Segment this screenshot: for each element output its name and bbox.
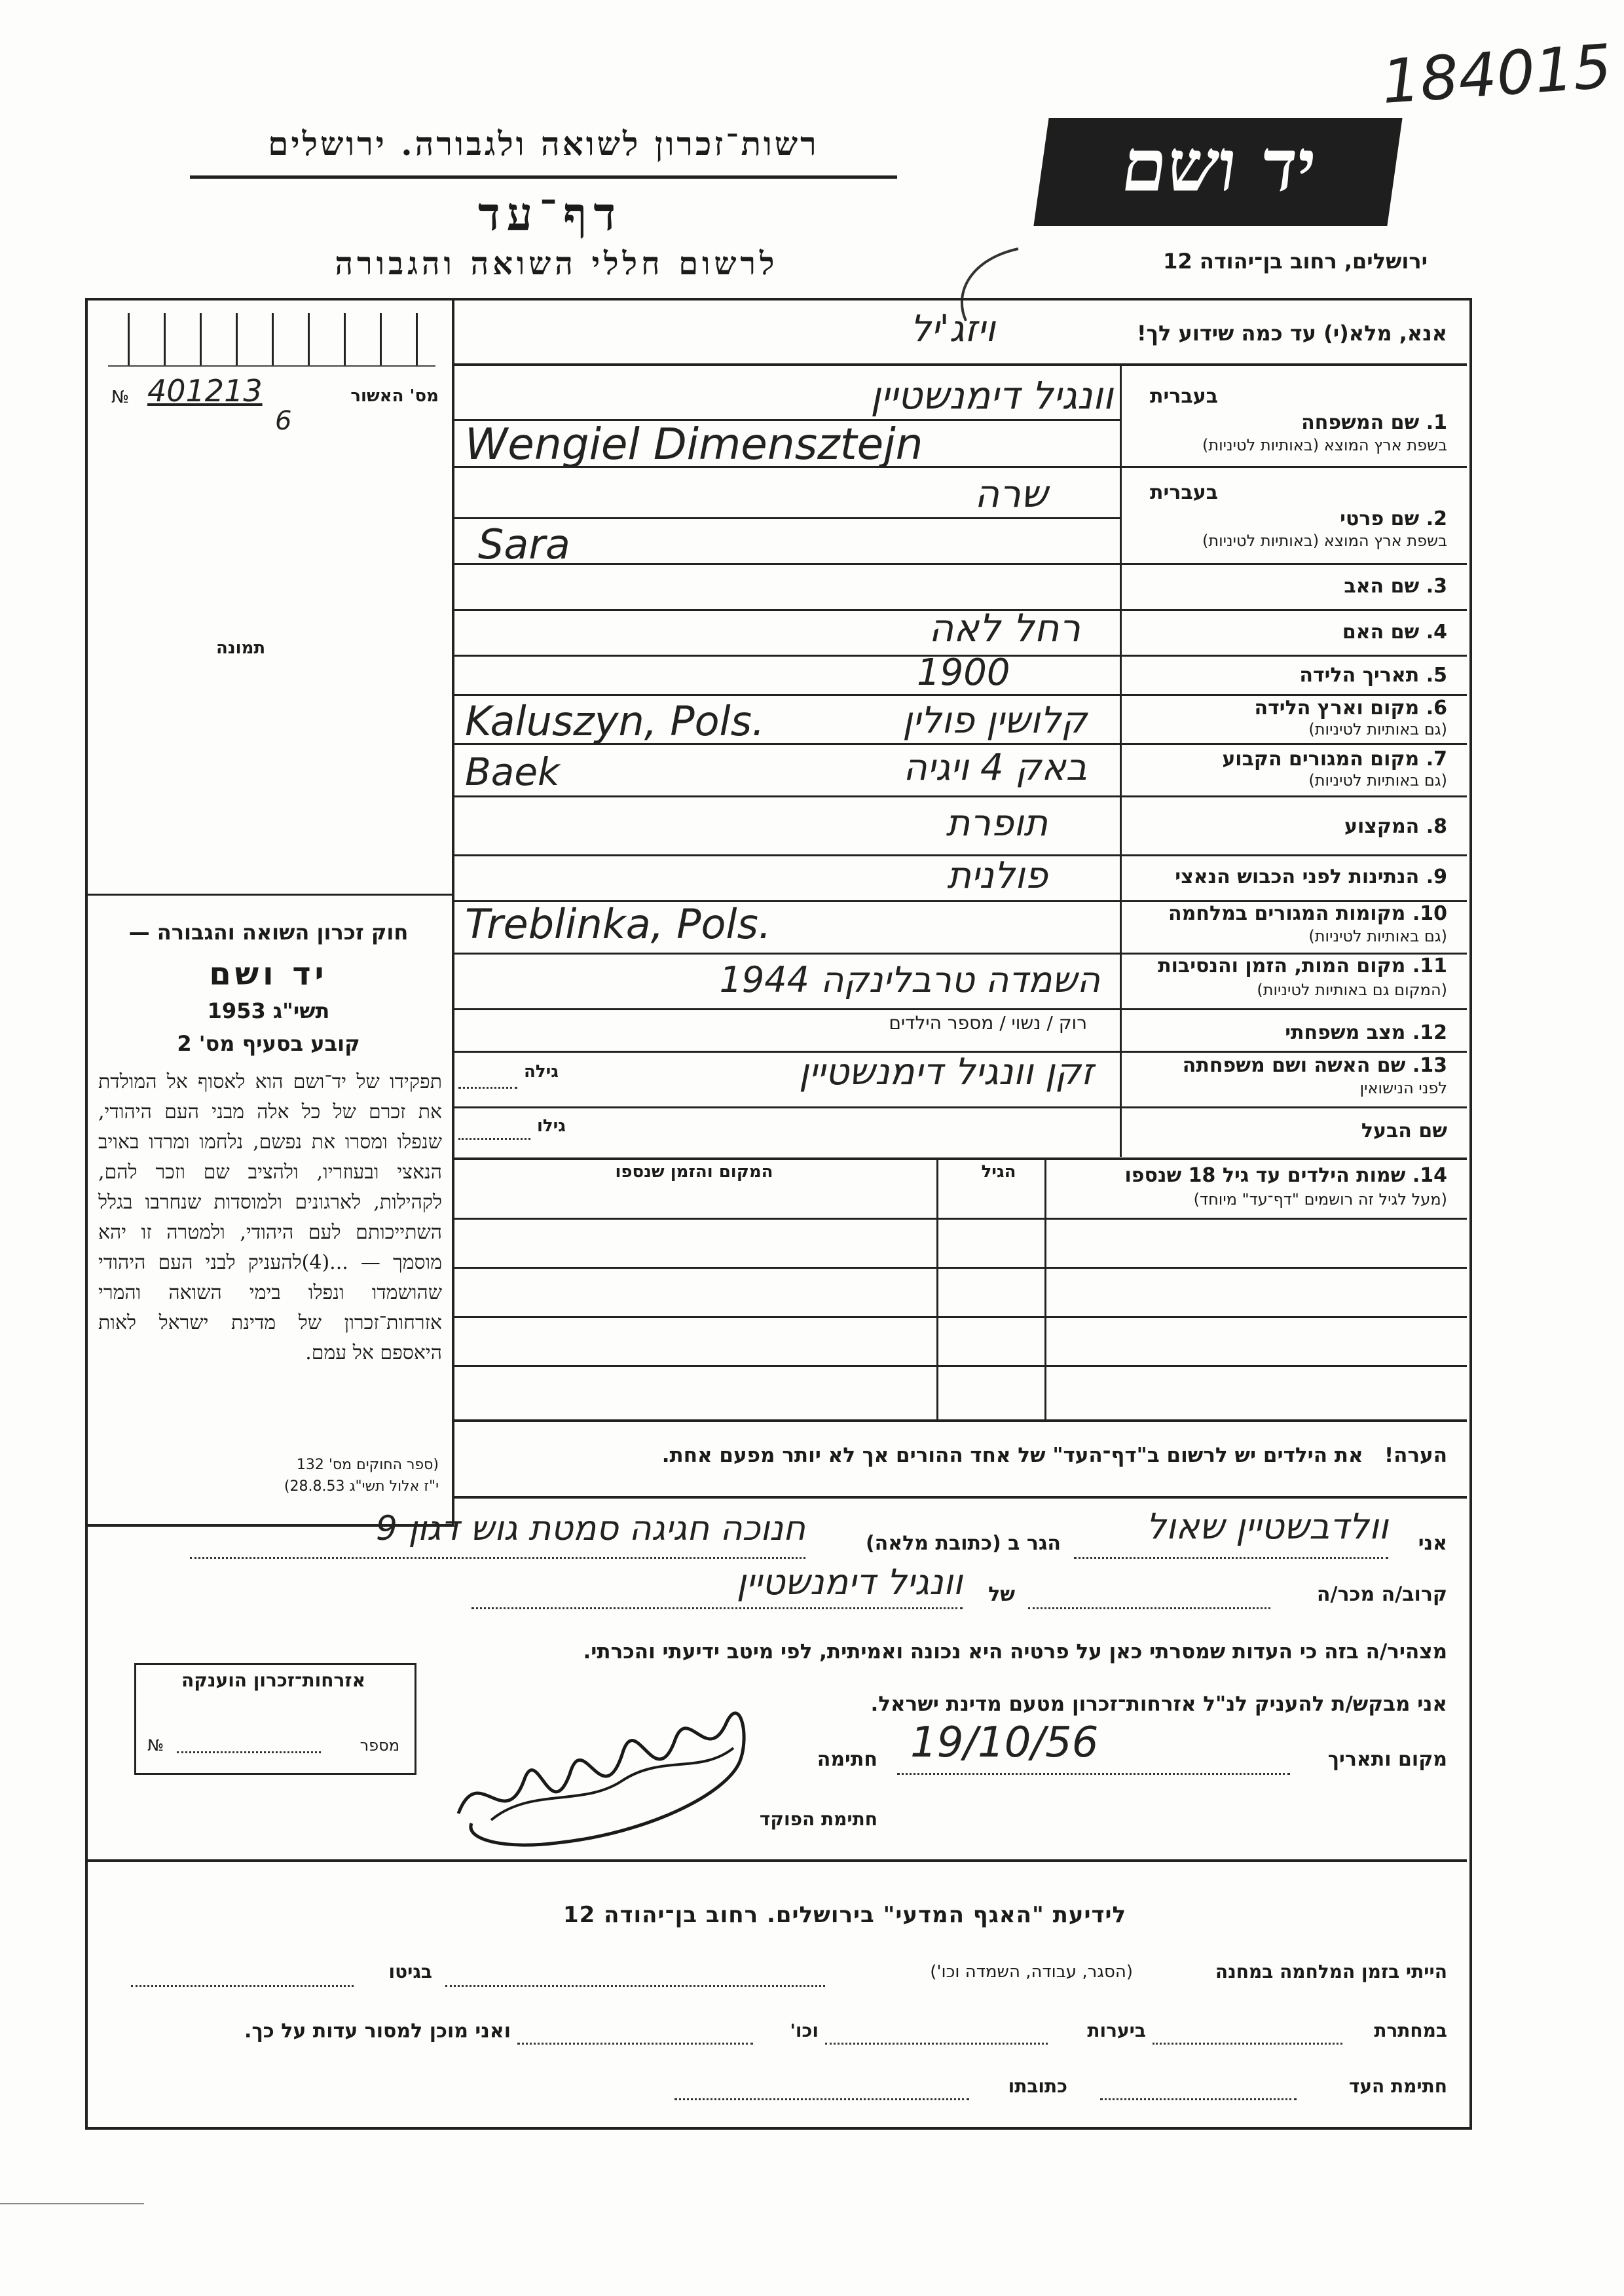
footer-line3-b: כתובתו [1008,2075,1067,2097]
place-date-label: מקום ותאריך [1327,1748,1447,1771]
footer-line2-d: ואני מוכן למסור עדות על כך. [244,2020,511,2043]
declaration-of-label: של [988,1583,1015,1606]
field-1-value-latin: Wengiel Dimensztejn [465,419,923,469]
field-3-label: 3. שם האב [1344,575,1447,598]
field-11-value: השמדה טרבלינקה 1944 [719,959,1100,1000]
left-column-divider [452,301,454,1525]
authority-line: רשות־זכרון לשואה ולגבורה. ירושלים [268,124,819,163]
field-11-sublabel: (המקום גם באותיות לטיניות) [1257,981,1447,999]
field-7-value-latin: Baek [465,750,560,794]
field-12-options: רוק / נשוי / מספר הילדים [889,1012,1087,1034]
record-label: מס' האשור [350,386,439,406]
declaration-name: וולדבשטיין שאול [1146,1506,1388,1547]
declaration-request: אני מבקש/ת להעניק לנ"ל אזרחות־זכרון מטעם מדינת ישראל. [870,1692,1447,1716]
footer-line1-a: הייתי בזמן המלחמה במחנה [1215,1961,1447,1982]
declaration-relation-label: קרוב/ה מכר/ה [1316,1583,1447,1606]
field-10-value-latin: Treblinka, Pols. [465,900,771,948]
declaration-residing-label: הגר ב (כתובת מלאה) [865,1532,1061,1555]
footer-divider [88,1859,1467,1862]
declaration-of-name: וונגיל דימנשטיין [736,1561,963,1603]
field-1-value-hebrew: וונגיל דימנשטיין [870,373,1113,418]
field-5-label: 5. תאריך הלידה [1299,664,1447,687]
field-11-label: 11. מקום המות, הזמן והנסיבות [1158,955,1447,977]
instruction-handwritten: ויזג'יל [910,308,995,350]
field-2-sublabel: בשפת ארץ המוצא (באותיות לטיניות) [1202,532,1447,550]
children-col-place: המקום והזמן שנספו [615,1162,773,1182]
field-10-label: 10. מקומות המגורים במלחמה [1168,902,1447,925]
record-no-mark: № [111,388,130,407]
children-label: 14. שמות הילדים עד גיל 18 שנספו [1124,1164,1447,1187]
yad-vashem-logo [1033,118,1402,226]
field-7-sublabel: (גם באותיות לטיניות) [1308,771,1447,790]
footer-line2-c: וכו' [790,2020,819,2041]
citizenship-number-label: מספר [360,1736,399,1755]
form-title: דף־עד [477,187,622,241]
record-number: 401213 [147,373,263,409]
field-9-label: 9. הנתינות לפני הכבוש הנאצי [1175,866,1447,888]
field-7-value-hebrew: באק 4 ויגיה [903,746,1087,789]
field-4-label: 4. שם האם [1342,621,1447,644]
footer-title: לידיעת "האגף המדעי" בירושלים. רחוב בן־יהודה 12 [563,1902,1127,1928]
citizenship-title: אזרחות־זכרון הוענקה [181,1669,365,1691]
law-title: חוק זכרון השואה והגבורה — [128,920,409,945]
law-box-top [88,894,452,896]
field-1-hebrew-tag: בעברית [1150,385,1218,408]
photo-label: תמונה [216,638,266,658]
law-source-date: י"ז אלול תשי"ג 28.8.53) [284,1478,439,1495]
field-13-value: זקן וונגיל דימנשטיין [798,1051,1094,1093]
archive-number: 184015 [1379,31,1614,118]
field-1-sublabel: בשפת ארץ המוצא (באותיות לטיניות) [1202,436,1447,454]
footer-line2-b: ביערות [1087,2020,1146,2041]
signature-label: חתימה [817,1748,877,1771]
note-label: הערה! [1384,1444,1447,1467]
tick-row [108,313,435,367]
field-2-hebrew-tag: בעברית [1150,481,1218,504]
citizenship-no-mark: № [147,1736,164,1755]
authority-underline [190,175,897,179]
field-13-age-label: גילה [524,1062,559,1082]
logo-text: יד ושם [1116,123,1321,208]
children-sublabel: (מעל לגיל זה רושמים "דף־עד" מיוחד) [1193,1190,1447,1209]
law-year [98,998,439,1023]
officer-label: חתימת הפוקד [759,1808,877,1830]
children-col-age: הגיל [981,1162,1016,1182]
field-8-label: 8. המקצוע [1344,815,1447,838]
footer-line2-a: במחתרת [1374,2020,1447,2041]
field-6-sublabel: (גם באותיות לטיניות) [1308,720,1447,738]
law-clause: קובע בסעיף מס' 2 [177,1031,360,1056]
footer-line1-c: בגיטו [388,1961,432,1982]
field-10-sublabel: (גם באותיות לטיניות) [1308,927,1447,945]
field-6-value-hebrew: קלושין פולין [902,699,1087,742]
field-7-label: 7. מקום המגורים הקבוע [1222,748,1447,771]
label-divider [1120,365,1122,1157]
note-body: את הילדים יש לרשום ב"דף־העד" של אחד ההורים אך לא יותר מפעם אחת. [661,1444,1363,1467]
note-underline [454,1496,1467,1499]
declaration-date: 19/10/56 [910,1719,1099,1767]
law-text: תפקידו של יד־ושם הוא לאסוף אל המולדת את זכרם של כל אלה מבני העם היהודי, שנפלו ומסרו את נפשם, נלחמו ומרדו באויב הנאצי ובעוזריו, ולהציב שם וזכר להם, לקהילות, לארגונים ולמוסדות שנחרבו בגלל השתייכותם לעם היהודי, ולמטרה זו יהא מוסמך — ...(4)להעניק לבני העם היהודי שהושמדו ונפלו בימי השואה והמרי אזרחות־זכרון של מדינת ישראל לאות היאספם אל עמם. [98,1070,443,1364]
field-4-value: רחל לאה [929,606,1080,650]
field-1-label: 1. שם המשפחה [1301,411,1447,434]
instruction-underline [454,363,1467,366]
field-2-label: 2. שם פרטי [1340,507,1447,530]
instruction-label: אנא, מלא(י) עד כמה שידוע לך! [1136,321,1447,346]
declaration-address: חנוכה חגיגה סמטת גוש דגון 9 [375,1509,805,1548]
declaration-i-label: אני [1418,1532,1447,1555]
husband-age-label: גילו [537,1116,566,1136]
field-13-label: 13. שם האשה ושם משפחתה [1182,1054,1447,1077]
note-text [471,1444,1447,1467]
handwritten-signature [452,1683,760,1853]
field-2-value-latin: Sara [478,520,570,568]
address: ירושלים, רחוב בן־יהודה 12 [1163,249,1428,274]
husband-label: שם הבעל [1361,1120,1447,1142]
field-5-value: 1900 [917,651,1010,694]
field-13-sublabel: לפני הנישואין [1359,1079,1447,1097]
footer-line1-b: (הסגר, עבודה, השמדה וכו') [930,1962,1133,1982]
scan-edge-mark [0,2203,144,2204]
law-source: (ספר החוקים מס' 132 [296,1457,439,1473]
field-9-value: פולנית [947,854,1048,897]
field-2-value-hebrew: שרה [974,471,1048,516]
field-8-value: תופרת [946,802,1048,845]
declaration-statement: מצהיר/ה בזה כי העדות שמסרתי כאן על פרטיה היא נכונה ואמיתית, לפי מיטב ידיעתי והכרתי. [583,1640,1447,1664]
field-6-value-latin: Kaluszyn, Pols. [465,697,765,745]
record-suffix: 6 [275,406,292,436]
law-year-hebrew: תשי"ג [272,998,330,1023]
field-12-label: 12. מצב משפחתי [1285,1021,1447,1044]
footer-line3-a: חתימת העד [1348,2075,1447,2097]
form-subtitle: לרשום חללי השואה והגבורה [335,246,779,282]
field-6-label: 6. מקום וארץ הלידה [1254,697,1447,720]
law-name: יד ושם [209,956,328,993]
law-year-number: 1953 [207,998,266,1023]
